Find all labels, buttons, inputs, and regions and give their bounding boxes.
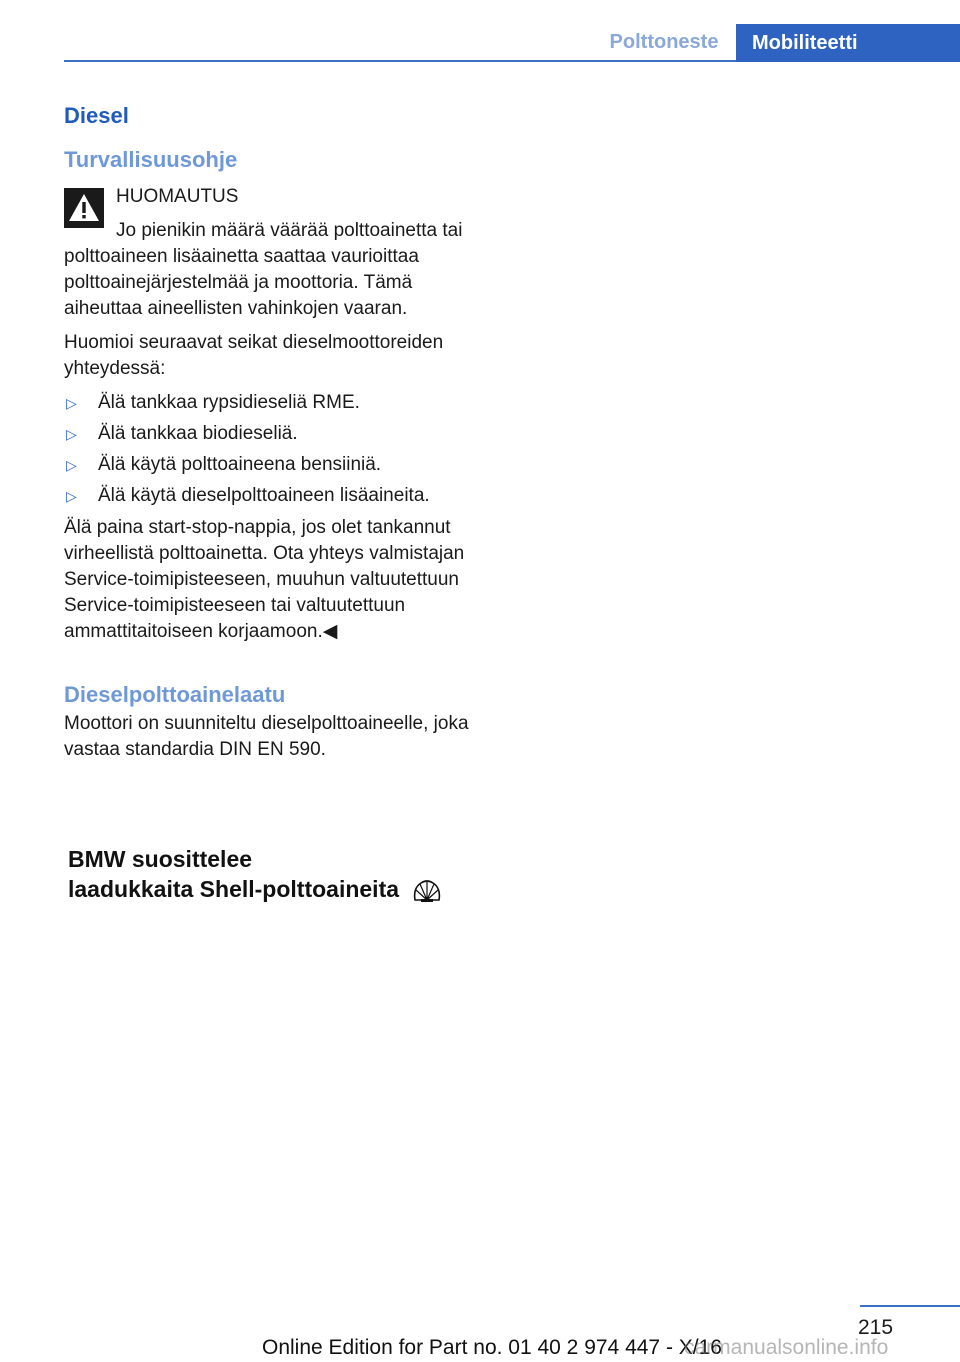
quality-text: Moottori on suunniteltu dieselpolttoaineelle, joka vastaa standardia DIN EN 590. xyxy=(64,713,469,760)
triangle-bullet-icon: ▷ xyxy=(66,395,77,411)
main-content xyxy=(64,100,482,771)
edition-note: Online Edition for Part no. 01 40 2 974 447 - X/16 xyxy=(262,1336,722,1359)
list-item-text: Älä tankkaa rypsidieseliä RME. xyxy=(98,392,360,413)
safety-heading: Turvallisuusohje xyxy=(64,147,238,172)
tab-chapter-label[interactable]: Mobiliteetti xyxy=(736,24,960,62)
intro-text: Huomioi seuraavat seikat dieselmoottoreiden yhteydessä: xyxy=(64,332,444,379)
warning-text: Jo pienikin määrä väärää polttoainetta tai polttoaineen lisäainetta saattaa vaurioittaa polttoainejärjestelmää ja moottoria. Tämä aiheuttaa aineellisten vahinkojen vaaran. xyxy=(64,220,463,319)
ad-line-2-row xyxy=(68,874,488,904)
closing-text: Älä paina start-stop-nappia, jos olet tankannut virheellistä polttoainetta. Ota yhteys valmistajan Service-toimipisteeseen, muuhun valtuutettuun Service-toimipisteeseen tai valtuutettuun ammattitaitoiseen korjaamoon.◀ xyxy=(64,517,465,642)
list-item-text: Älä käytä dieselpolttoaineen lisäaineita. xyxy=(98,485,430,506)
list-item xyxy=(64,421,482,447)
bullet-list xyxy=(64,390,482,509)
list-item xyxy=(64,390,482,416)
section-title: Diesel xyxy=(64,103,129,128)
list-item xyxy=(64,483,482,509)
shell-logo-icon xyxy=(411,878,443,904)
ad-line-2: laadukkaita Shell-polttoaineita xyxy=(68,876,400,902)
triangle-bullet-icon: ▷ xyxy=(66,488,77,504)
list-item-text: Älä tankkaa biodieseliä. xyxy=(98,423,298,444)
quality-heading: Dieselpolttoainelaatu xyxy=(64,682,286,707)
list-item-text: Älä käytä polttoaineena bensiiniä. xyxy=(98,454,382,475)
tab-section-label[interactable]: Polttoneste xyxy=(609,31,719,53)
ad-line-1: BMW suosittelee xyxy=(68,846,253,872)
warning-triangle-icon xyxy=(64,188,104,228)
warning-title: HUOMAUTUS xyxy=(116,186,239,207)
watermark: carmanualsonline.info xyxy=(684,1336,889,1359)
list-item xyxy=(64,452,482,478)
warning-notice xyxy=(64,184,482,322)
triangle-bullet-icon: ▷ xyxy=(66,457,77,473)
shell-advertisement xyxy=(68,844,488,904)
triangle-bullet-icon: ▷ xyxy=(66,426,77,442)
footer-rule xyxy=(860,1305,960,1307)
page-number: 215 xyxy=(858,1316,894,1339)
